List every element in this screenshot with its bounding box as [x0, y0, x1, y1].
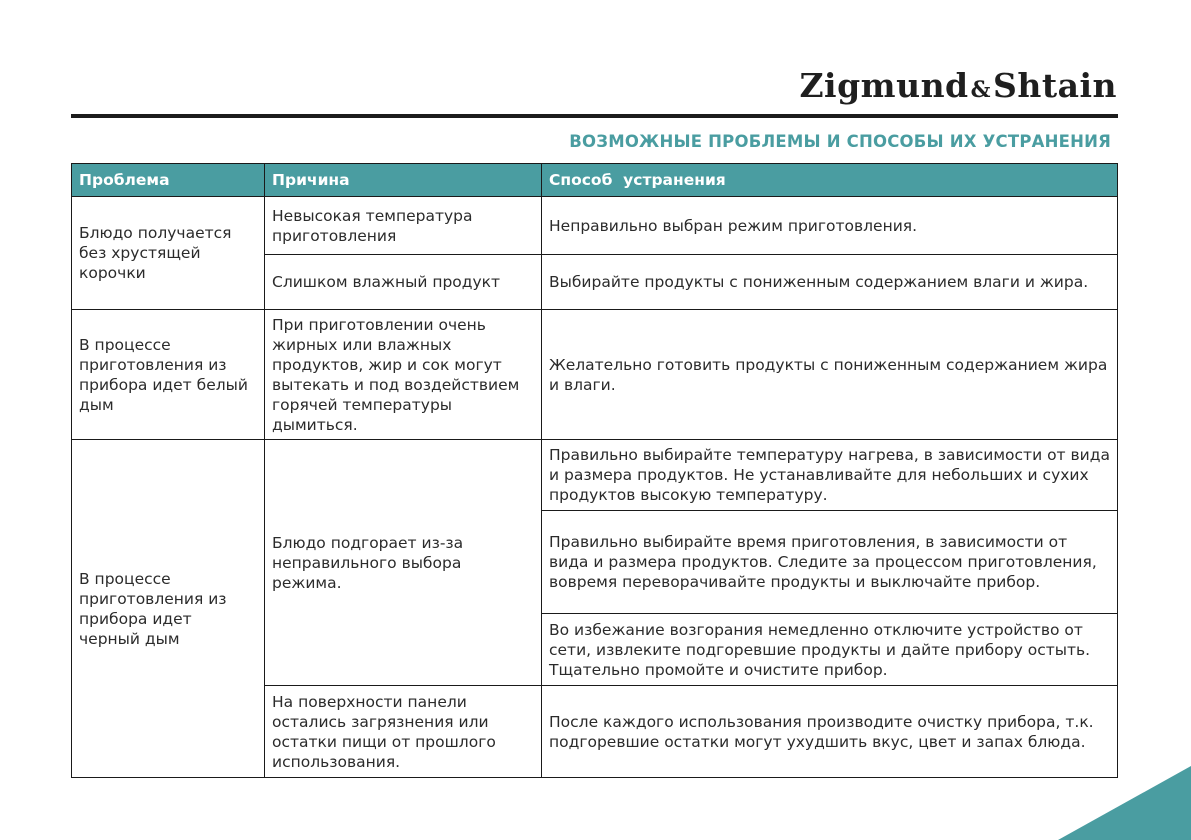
- header-cause: Причина: [265, 164, 542, 197]
- logo-ampersand: &: [970, 77, 992, 103]
- table-row: [72, 310, 1118, 440]
- solution-cell: Правильно выбирайте время приготовления, в зависимости от вида и размера продуктов. Следите за процессом приготовления, вовремя переворачивайте продукты и выключайте прибор.: [542, 511, 1118, 614]
- section-title: ВОЗМОЖНЫЕ ПРОБЛЕМЫ И СПОСОБЫ ИХ УСТРАНЕНИЯ: [569, 132, 1111, 151]
- table-row: [72, 197, 1118, 255]
- problem-cell: В процессе приготовления из прибора идет черный дым: [72, 440, 265, 778]
- cause-cell: Блюдо подгорает из-за неправильного выбора режима.: [265, 440, 542, 686]
- troubleshooting-table: [71, 163, 1118, 778]
- cause-cell: При приготовлении очень жирных или влажных продуктов, жир и сок могут вытекать и под воздействием горячей температуры дымиться.: [265, 310, 542, 440]
- solution-cell: Неправильно выбран режим приготовления.: [542, 197, 1118, 255]
- solution-cell: Желательно готовить продукты с пониженным содержанием жира и влаги.: [542, 310, 1118, 440]
- header-problem: Проблема: [72, 164, 265, 197]
- logo-main: Zigmund: [799, 66, 969, 105]
- problem-cell: В процессе приготовления из прибора идет белый дым: [72, 310, 265, 440]
- brand-logo: [799, 66, 1117, 105]
- cause-cell: На поверхности панели остались загрязнения или остатки пищи от прошлого использования.: [265, 686, 542, 778]
- cause-cell: Невысокая температура приготовления: [265, 197, 542, 255]
- table-header-row: [72, 164, 1118, 197]
- problem-cell: Блюдо получается без хрустящей корочки: [72, 197, 265, 310]
- table-row: [72, 440, 1118, 511]
- cause-cell: Слишком влажный продукт: [265, 255, 542, 310]
- solution-cell: После каждого использования производите очистку прибора, т.к. подгоревшие остатки могут ухудшить вкус, цвет и запах блюда.: [542, 686, 1118, 778]
- header-solution: Способ устранения: [542, 164, 1118, 197]
- solution-cell: Во избежание возгорания немедленно отключите устройство от сети, извлеките подгоревшие продукты и дайте прибору остыть. Тщательно промойте и очистите прибор.: [542, 614, 1118, 686]
- header-rule: [71, 114, 1118, 118]
- logo-tail: Shtain: [993, 66, 1117, 105]
- solution-cell: Выбирайте продукты с пониженным содержанием влаги и жира.: [542, 255, 1118, 310]
- solution-cell: Правильно выбирайте температуру нагрева, в зависимости от вида и размера продуктов. Не устанавливайте для небольших и сухих продуктов высокую температуру.: [542, 440, 1118, 511]
